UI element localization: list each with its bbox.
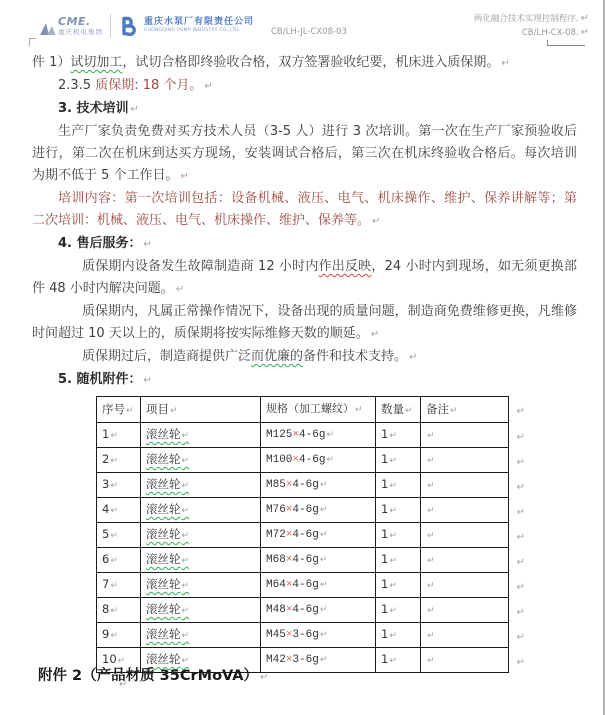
paragraph-free-repair: 质保期内，凡属正常操作情况下，设备出现的质量问题，制造商免费维修更换，凡维修时间超过 10 天以上的，质保期将按实际维修天数的顺延。 ↵ — [32, 301, 577, 346]
cell-item: 滚丝轮 ↵ — [141, 448, 261, 473]
doc-code-right: CB/LH-CX-08. ↵ — [522, 28, 589, 38]
cell-no: 3 ↵ — [97, 473, 141, 498]
cell-no: 2 ↵ — [97, 448, 141, 473]
doc-title: 两化融合技术实现控制程序. ↵ — [259, 12, 589, 26]
section-heading-training: 3. 技术培训 ↵ — [32, 98, 577, 121]
row-end-mark: ↵ — [516, 457, 525, 468]
cell-note — [421, 498, 525, 523]
cell-note — [421, 473, 525, 498]
cell-spec: M42×3-6g ↵ — [261, 648, 376, 673]
cell-no: 5 ↵ — [97, 523, 141, 548]
row-end-mark: ↵ — [516, 557, 525, 568]
cell-qty: 1 ↵ — [376, 573, 421, 598]
cell-qty: 1 ↵ — [376, 523, 421, 548]
cell-item: 滚丝轮 ↵ — [141, 623, 261, 648]
logo-divider — [110, 14, 111, 38]
margin-crop-mark — [29, 38, 36, 46]
col-header-qty: 数量 ↵ — [376, 397, 421, 423]
cme-logo — [40, 16, 103, 36]
row-end-mark: ↵ — [516, 507, 525, 518]
table-row — [97, 423, 509, 448]
pump-company-en: CHONGQING PUMP INDUSTRY CO.,LTD. — [144, 28, 241, 34]
cell-qty: 1 ↵ — [376, 548, 421, 573]
table-row — [97, 473, 509, 498]
cell-note — [421, 423, 525, 448]
cell-note — [421, 548, 525, 573]
table-row — [97, 548, 509, 573]
cell-qty: 1 ↵ — [376, 473, 421, 498]
paragraph-training-content: 培训内容：第一次培训包括：设备机械、液压、电气、机床操作、维护、保养讲解等；第二次培训：机械、液压、电气、机床操作、维护、保养等。 ↵ — [32, 188, 577, 233]
cell-note — [421, 598, 525, 623]
paragraph-response-time: 质保期内设备发生故障制造商 12 小时内作出反映，24 小时内到现场，如无须更换部件 48 小时内解决问题。 ↵ — [32, 256, 577, 301]
window-edge — [600, 0, 605, 715]
table-body — [97, 423, 525, 673]
cell-no: 6 ↵ — [97, 548, 141, 573]
pump-b-icon — [118, 16, 140, 36]
pump-company-logo — [118, 16, 254, 36]
row-end-mark: ↵ — [516, 432, 525, 443]
cell-item: 滚丝轮 ↵ — [141, 498, 261, 523]
cell-note — [421, 573, 525, 598]
cell-spec: M45×3-6g ↵ — [261, 623, 376, 648]
row-end-mark: ↵ — [516, 406, 525, 417]
cell-qty: 1 ↵ — [376, 498, 421, 523]
cell-item: 滚丝轮 ↵ — [141, 548, 261, 573]
cell-no: 8 ↵ — [97, 598, 141, 623]
table-row — [97, 623, 509, 648]
cell-qty: 1 ↵ — [376, 598, 421, 623]
spellcheck-underline: 作出反映 — [318, 259, 372, 274]
cell-item: 滚丝轮 ↵ — [141, 598, 261, 623]
accessories-table — [96, 396, 525, 673]
col-header-item: 项目 ↵ — [141, 397, 261, 423]
table-row — [97, 573, 509, 598]
cell-no: 7 ↵ — [97, 573, 141, 598]
cell-item: 滚丝轮 ↵ — [141, 523, 261, 548]
cell-spec: M125×4-6g ↵ — [261, 423, 376, 448]
col-header-spec: 规格（加工螺纹） ↵ — [261, 397, 376, 423]
doc-code-left: CB/LH-JL-CX08-03 — [271, 27, 347, 37]
spellcheck-underline: 而优廉的 — [251, 349, 304, 364]
paragraph-warranty-period: 2.3.5 质保期: 18 个月。 ↵ — [32, 75, 577, 98]
paragraph-training-times: 生产厂家负责免费对买方技术人员（3-5 人）进行 3 次培训。第一次在生产厂家预验收后进行，第二次在机床到达买方现场，安装调试合格后，第三次在机床终验收合格后。每次培训为期不低于 5 个工作日。 ↵ — [32, 121, 577, 188]
cell-item: 滚丝轮 ↵ — [141, 423, 261, 448]
table-row — [97, 598, 509, 623]
section-heading-after-sales: 4. 售后服务： ↵ — [32, 233, 577, 256]
section-heading-accessories: 5. 随机附件： ↵ — [32, 369, 577, 392]
cell-note — [421, 448, 525, 473]
spellcheck-underline: 试切加工 — [70, 55, 123, 70]
cell-note — [421, 648, 525, 673]
cell-qty: 1 ↵ — [376, 448, 421, 473]
col-header-no: 序号 ↵ — [97, 397, 141, 423]
cell-spec: M100×4-6g ↵ — [261, 448, 376, 473]
cell-item: 滚丝轮 ↵ — [141, 648, 261, 673]
row-end-mark: ↵ — [516, 657, 525, 668]
cell-qty: 1 ↵ — [376, 423, 421, 448]
cell-qty: 1 ↵ — [376, 648, 421, 673]
document-body — [32, 52, 577, 696]
cell-spec: M72×4-6g ↵ — [261, 523, 376, 548]
row-end-mark: ↵ — [516, 482, 525, 493]
cell-spec: M76×4-6g ↵ — [261, 498, 376, 523]
cell-spec: M64×4-6g ↵ — [261, 573, 376, 598]
cell-note — [421, 623, 525, 648]
table-header-row — [97, 397, 509, 423]
row-end-mark: ↵ — [516, 632, 525, 643]
cell-no: 9 ↵ — [97, 623, 141, 648]
cell-item: 滚丝轮 ↵ — [141, 573, 261, 598]
textbox-corner-mark — [547, 40, 585, 46]
page-header — [40, 12, 589, 50]
row-end-mark: ↵ — [516, 532, 525, 543]
cell-no: 1 ↵ — [97, 423, 141, 448]
table-row — [97, 448, 509, 473]
paragraph-trial-cut: 件 1）试切加工，试切合格即终验收合格，双方签署验收纪要，机床进入质保期。 ↵ — [32, 52, 577, 75]
cell-no: 10 ↵ — [97, 648, 141, 673]
cell-note — [421, 523, 525, 548]
paragraph-after-warranty: 质保期过后，制造商提供广泛而优廉的备件和技术支持。 ↵ — [32, 346, 577, 369]
appendix-heading: 附件 2（产品材质 35CrMoVA） ↵ — [38, 664, 268, 685]
cell-no: 4 ↵ — [97, 498, 141, 523]
cme-subtitle-text: 重庆机电集团 — [58, 28, 103, 37]
cme-brand-text: CME. — [58, 15, 91, 29]
cell-qty: 1 ↵ — [376, 623, 421, 648]
mountain-icon — [40, 22, 56, 36]
cell-spec: M68×4-6g ↵ — [261, 548, 376, 573]
table-row — [97, 523, 509, 548]
cell-spec: M48×4-6g ↵ — [261, 598, 376, 623]
row-end-mark: ↵ — [516, 582, 525, 593]
cell-item: 滚丝轮 ↵ — [141, 473, 261, 498]
table-row — [97, 498, 509, 523]
cell-spec: M85×4-6g ↵ — [261, 473, 376, 498]
pump-company-cn: 重庆水泵厂有限责任公司 — [144, 17, 255, 28]
col-header-note: 备注 ↵ ↵ — [421, 397, 509, 423]
row-end-mark: ↵ — [516, 607, 525, 618]
